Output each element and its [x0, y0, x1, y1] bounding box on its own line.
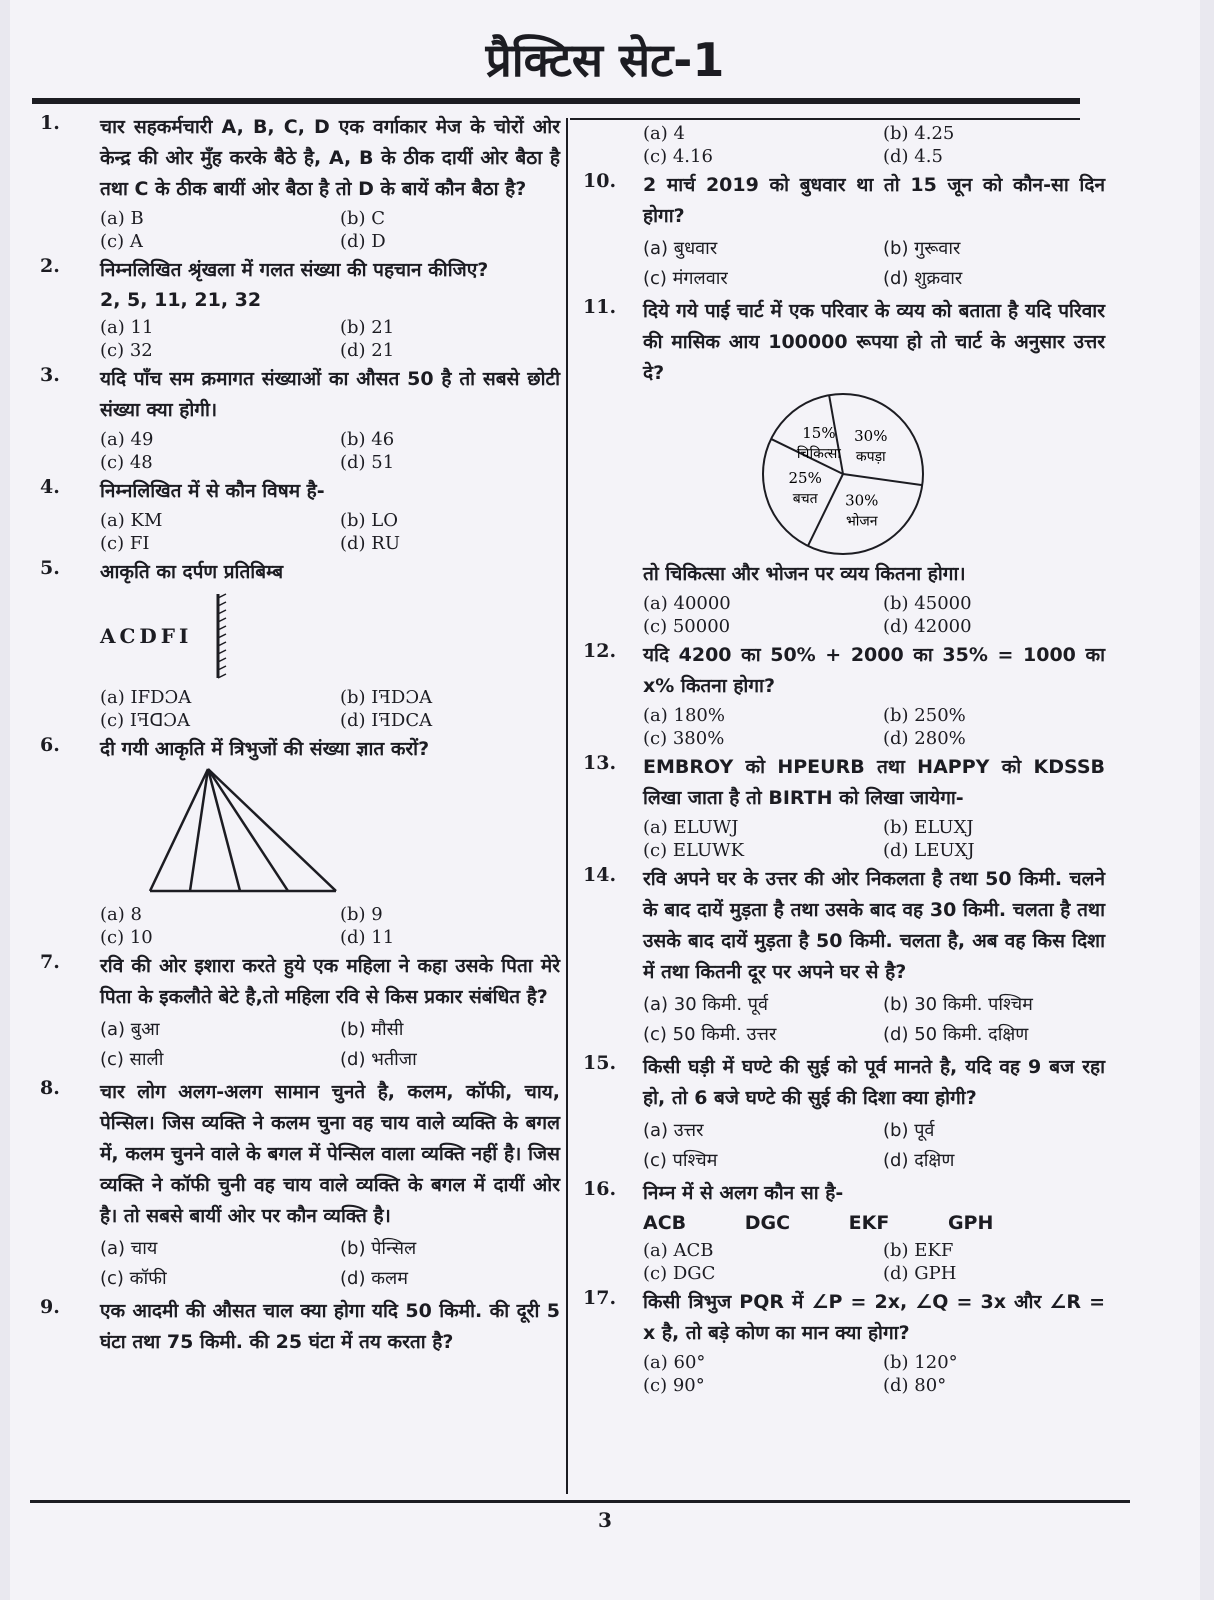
- question-text: यदि पाँच सम क्रमागत संख्याओं का औसत 50 है तो सबसे छोटी संख्या क्या होगी।: [100, 368, 560, 421]
- question-14: [575, 864, 1105, 1050]
- question-text: आकृति का दर्पण प्रतिबिम्ब: [100, 561, 284, 583]
- question-text-continued: तो चिकित्सा और भोजन पर व्यय कितना होगा।: [643, 563, 966, 585]
- question-4: [32, 476, 560, 555]
- mirror-figure: [100, 588, 560, 684]
- option-b: (b) 21: [340, 317, 395, 338]
- options: [100, 428, 560, 474]
- mirror-icon: [202, 588, 242, 684]
- option-c: (c) कॉफी: [100, 1268, 167, 1289]
- pie-slice-label: भोजन: [845, 513, 878, 530]
- question-text: रवि अपने घर के उत्तर की ओर निकलता है तथा 50 किमी. चलने के बाद दायें मुड़ता है तथा उसके बाद वह 30 किमी. चलता है तथा उसके बाद दायें मुड़ता है 50 किमी. चलता है, अब वह किस दिशा में तथा कितनी दूर पर अपने घर से है?: [643, 868, 1105, 983]
- question-number: 1.: [40, 112, 60, 134]
- option-c: (c) FI: [100, 533, 150, 554]
- option-d: (d) शुक्रवार: [883, 268, 963, 289]
- question-17: [575, 1287, 1105, 1397]
- options: [100, 686, 560, 732]
- option-a: (a) बुधवार: [643, 238, 718, 259]
- option-a: (a) 11: [100, 317, 154, 338]
- left-column: [32, 112, 560, 1360]
- question-number: 15.: [583, 1052, 617, 1074]
- options: [100, 903, 560, 949]
- question-number: 12.: [583, 640, 617, 662]
- option-a: (a) 4: [643, 123, 685, 144]
- option-b: (b) 4.25: [883, 123, 955, 144]
- question-1: [32, 112, 560, 253]
- title-rule: [32, 98, 1080, 104]
- options: [643, 704, 1105, 750]
- option-d: (d) GPH: [883, 1263, 957, 1284]
- letter-groups: ACB DGC EKF GPH: [643, 1212, 994, 1234]
- option-b: (b) मौसी: [340, 1019, 404, 1040]
- option-c: (c) A: [100, 231, 143, 252]
- options: [100, 1234, 560, 1294]
- pie-slice-value: 30%: [854, 427, 888, 446]
- question-number: 6.: [40, 734, 60, 756]
- question-7: [32, 951, 560, 1075]
- option-b: (b) 120°: [883, 1352, 958, 1373]
- option-b: (b) LO: [340, 510, 398, 531]
- option-d: (d) LEUXJ: [883, 840, 975, 861]
- question-11: [575, 296, 1105, 638]
- option-d: (d) कलम: [340, 1268, 408, 1289]
- options: [643, 816, 1105, 862]
- pie-slice-label: कपड़ा: [855, 449, 886, 466]
- question-number: 17.: [583, 1287, 617, 1309]
- option-a: (a) IFDƆA: [100, 687, 192, 708]
- option-b: (b) 46: [340, 429, 395, 450]
- option-d: (d) 51: [340, 452, 395, 473]
- question-text: किसी घड़ी में घण्टे की सुई को पूर्व मानते है, यदि वह 9 बज रहा हो, तो 6 बजे घण्टे की सुई की दिशा क्या होगी?: [643, 1056, 1105, 1109]
- option-d: (d) 280%: [883, 728, 966, 749]
- question-16: [575, 1178, 1105, 1285]
- options: [643, 1351, 1105, 1397]
- option-c: (c) DGC: [643, 1263, 716, 1284]
- question-15: [575, 1052, 1105, 1176]
- option-c: (c) 380%: [643, 728, 725, 749]
- question-text: निम्नलिखित में से कौन विषम है-: [100, 480, 325, 502]
- pie-slice-label: बचत: [792, 491, 818, 508]
- pie-chart: [743, 389, 943, 559]
- question-number: 11.: [583, 296, 617, 318]
- question-5: [32, 557, 560, 732]
- options: [643, 1239, 1105, 1285]
- option-a: (a) KM: [100, 510, 163, 531]
- option-c: (c) 90°: [643, 1375, 705, 1396]
- question-text: यदि 4200 का 50% + 2000 का 35% = 1000 का x% कितना होगा?: [643, 644, 1105, 697]
- question-9: [32, 1296, 560, 1358]
- option-d: (d) भतीजा: [340, 1049, 417, 1070]
- option-a: (a) B: [100, 208, 144, 229]
- question-number: 2.: [40, 255, 60, 277]
- options: [100, 207, 560, 253]
- question-text: दी गयी आकृति में त्रिभुजों की संख्या ज्ञात करों?: [100, 738, 430, 760]
- option-c: (c) पश्चिम: [643, 1150, 718, 1171]
- option-b: (b) 250%: [883, 705, 966, 726]
- option-d: (d) 11: [340, 927, 395, 948]
- option-d: (d) IꟻDCA: [340, 710, 433, 731]
- option-c: (c) IꟻꓷƆA: [100, 710, 191, 731]
- option-b: (b) 45000: [883, 593, 972, 614]
- option-a: (a) चाय: [100, 1238, 158, 1259]
- options: [643, 592, 1105, 638]
- pie-slice-boundary: [843, 474, 922, 485]
- mirror-word: ACDFI: [100, 624, 193, 648]
- question-13: [575, 752, 1105, 862]
- option-d: (d) RU: [340, 533, 401, 554]
- page-title: प्रैक्टिस सेट-1: [485, 33, 725, 87]
- question-number: 9.: [40, 1296, 60, 1318]
- options: [100, 509, 560, 555]
- option-a: (a) 60°: [643, 1352, 706, 1373]
- question-number: 8.: [40, 1077, 60, 1099]
- question-number: 13.: [583, 752, 617, 774]
- option-a: (a) 40000: [643, 593, 731, 614]
- options: [643, 990, 1105, 1050]
- footer-rule: [30, 1500, 1130, 1503]
- option-a: (a) ELUWJ: [643, 817, 739, 838]
- page-number: 3: [598, 1508, 612, 1532]
- question-text: चार सहकर्मचारी A, B, C, D एक वर्गाकार मेज के चोरों ओर केन्द्र की ओर मुँह करके बैठे है, A, B के ठीक दायीं ओर बैठा है तथा C के ठीक बायीं ओर बैठा है तो D के बायें कौन बैठा है?: [100, 116, 560, 200]
- option-c: (c) 32: [100, 340, 153, 361]
- option-b: (b) पूर्व: [883, 1120, 935, 1141]
- question-text: चार लोग अलग-अलग सामान चुनते है, कलम, कॉफी, चाय, पेन्सिल। जिस व्यक्ति ने कलम चुना वह चाय वाले व्यक्ति के बगल में, कलम चुनने वाले के बगल में पेन्सिल वाला व्यक्ति नहीं है। जिस व्यक्ति ने कॉफी चुनी वह चाय वाले व्यक्ति के बगल में दायीं ओर है। तो सबसे बायीं ओर पर कौन व्यक्ति है।: [100, 1081, 560, 1227]
- question-text: किसी त्रिभुज PQR में ∠P = 2x, ∠Q = 3x और ∠R = x है, तो बड़े कोण का मान क्या होगा?: [643, 1291, 1105, 1344]
- option-d: (d) 42000: [883, 616, 972, 637]
- question-number: 10.: [583, 170, 617, 192]
- pie-slice-value: 15%: [802, 424, 836, 443]
- question-number: 4.: [40, 476, 60, 498]
- option-b: (b) C: [340, 208, 386, 229]
- pie-slice-label: चिकित्सा: [796, 446, 841, 463]
- page: [10, 0, 1200, 1600]
- option-d: (d) 50 किमी. दक्षिण: [883, 1024, 1029, 1045]
- option-a: (a) 8: [100, 904, 142, 925]
- options: [643, 234, 1105, 294]
- question-text: निम्न में से अलग कौन सा है-: [643, 1182, 844, 1204]
- option-b: (b) पेन्सिल: [340, 1238, 417, 1259]
- question-text: एक आदमी की औसत चाल क्या होगा यदि 50 किमी. की दूरी 5 घंटा तथा 75 किमी. की 25 घंटा में तय करता है?: [100, 1300, 560, 1353]
- question-text: EMBROY को HPEURB तथा HAPPY को KDSSB लिखा जाता है तो BIRTH को लिखा जायेगा-: [643, 756, 1105, 809]
- option-a: (a) 180%: [643, 705, 725, 726]
- question-number: 3.: [40, 364, 60, 386]
- question-text: दिये गये पाई चार्ट में एक परिवार के व्यय को बताता है यदि परिवार की मासिक आय 100000 रूपया हो तो चार्ट के अनुसार उत्तर दे?: [643, 300, 1105, 384]
- question-6: [32, 734, 560, 949]
- option-c: (c) 4.16: [643, 146, 713, 167]
- options: [100, 1015, 560, 1075]
- options: [100, 316, 560, 362]
- option-d: (d) 21: [340, 340, 395, 361]
- options: [643, 1116, 1105, 1176]
- question-8: [32, 1077, 560, 1294]
- option-b: (b) IꟻDƆA: [340, 687, 433, 708]
- question-number: 14.: [583, 864, 617, 886]
- pie-slice-value: 30%: [845, 491, 879, 510]
- question-number: 5.: [40, 557, 60, 579]
- pie-slice-value: 25%: [788, 469, 822, 488]
- option-b: (b) 9: [340, 904, 383, 925]
- question-number: 7.: [40, 951, 60, 973]
- option-b: (b) गुरूवार: [883, 238, 961, 259]
- option-a: (a) 49: [100, 429, 154, 450]
- option-d: (d) 4.5: [883, 146, 943, 167]
- option-c: (c) 48: [100, 452, 153, 473]
- option-a: (a) 30 किमी. पूर्व: [643, 994, 769, 1015]
- option-d: (d) 80°: [883, 1375, 947, 1396]
- question-text: रवि की ओर इशारा करते हुये एक महिला ने कहा उसके पिता मेरे पिता के इकलौते बेटे है,तो महिला रवि से किस प्रकार संबंधित है?: [100, 955, 560, 1008]
- question-9-options: [575, 122, 1105, 168]
- option-c: (c) 50 किमी. उत्तर: [643, 1024, 777, 1045]
- option-c: (c) मंगलवार: [643, 268, 728, 289]
- question-text: निम्नलिखित श्रृंखला में गलत संख्या की पहचान कीजिए?: [100, 259, 489, 281]
- question-number: 16.: [583, 1178, 617, 1200]
- triangle-figure: [140, 765, 400, 901]
- option-b: (b) EKF: [883, 1240, 954, 1261]
- right-column: [575, 120, 1105, 1399]
- option-d: (d) D: [340, 231, 386, 252]
- question-text: 2 मार्च 2019 को बुधवार था तो 15 जून को कौन-सा दिन होगा?: [643, 174, 1105, 227]
- option-a: (a) ACB: [643, 1240, 714, 1261]
- option-c: (c) 10: [100, 927, 153, 948]
- option-b: (b) 30 किमी. पश्चिम: [883, 994, 1033, 1015]
- option-c: (c) ELUWK: [643, 840, 745, 861]
- options: [643, 122, 1105, 168]
- option-c: (c) साली: [100, 1049, 164, 1070]
- option-a: (a) उत्तर: [643, 1120, 704, 1141]
- option-a: (a) बुआ: [100, 1019, 160, 1040]
- option-c: (c) 50000: [643, 616, 731, 637]
- question-10: [575, 170, 1105, 294]
- option-b: (b) ELUXJ: [883, 817, 974, 838]
- question-2: [32, 255, 560, 362]
- question-12: [575, 640, 1105, 750]
- option-d: (d) दक्षिण: [883, 1150, 955, 1171]
- number-series: 2, 5, 11, 21, 32: [100, 289, 262, 311]
- question-3: [32, 364, 560, 474]
